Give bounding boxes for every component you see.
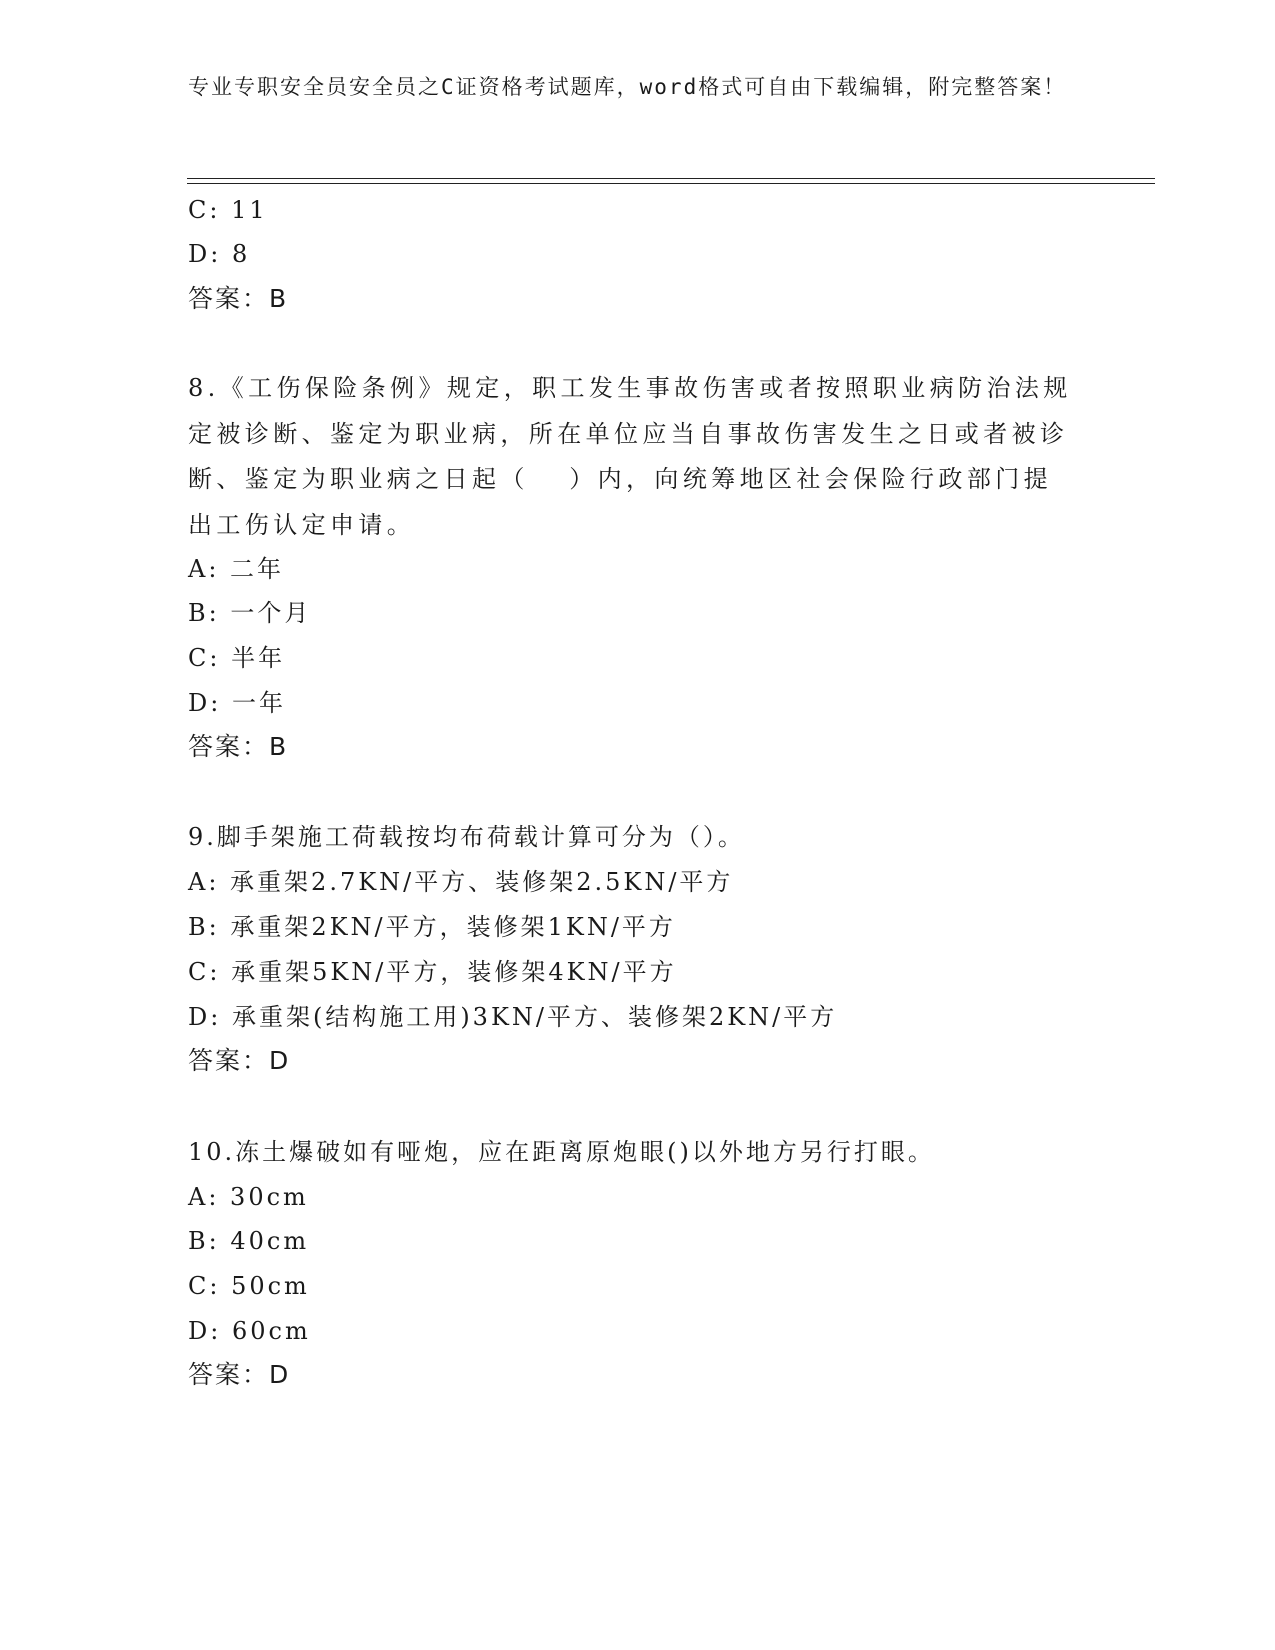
q10-option-c: C: 50cm: [188, 1272, 310, 1300]
header-divider-bottom: [187, 183, 1155, 184]
q8-option-d: D: 一年: [188, 689, 286, 717]
q9-answer: 答案：D: [188, 1046, 291, 1075]
q9-stem: 9.脚手架施工荷载按均布荷载计算可分为（）。: [188, 823, 745, 851]
q7-option-d: D: 8: [188, 240, 251, 268]
q10-option-b: B: 40cm: [188, 1227, 310, 1255]
q7-answer: 答案：B: [188, 284, 289, 313]
q8-option-a: A: 二年: [188, 555, 285, 583]
q9-option-b: B: 承重架2KN/平方，装修架1KN/平方: [188, 913, 676, 941]
q10-option-d: D: 60cm: [188, 1317, 311, 1345]
q8-option-c: C: 半年: [188, 644, 286, 672]
q10-stem: 10.冻土爆破如有哑炮，应在距离原炮眼()以外地方另行打眼。: [188, 1138, 935, 1166]
q8-answer: 答案：B: [188, 732, 289, 761]
header-divider-top: [187, 178, 1155, 179]
q8-option-b: B: 一个月: [188, 599, 312, 627]
q7-option-c: C: 11: [188, 196, 268, 224]
q8-stem: 8.《工伤保险条例》规定，职工发生事故伤害或者按照职业病防治法规定被诊断、鉴定为职业病，所在单位应当自事故伤害发生之日或者被诊断、鉴定为职业病之日起（ ）内，向统筹地区社会保险行政部门提出工伤认定申请。: [188, 374, 1072, 539]
document-header: 专业专职安全员安全员之C证资格考试题库，word格式可自由下载编辑，附完整答案！: [188, 75, 1067, 99]
q9-option-c: C: 承重架5KN/平方，装修架4KN/平方: [188, 958, 677, 986]
q10-answer: 答案：D: [188, 1360, 291, 1389]
q10-option-a: A: 30cm: [188, 1183, 309, 1211]
q9-option-a: A: 承重架2.7KN/平方、装修架2.5KN/平方: [188, 868, 734, 896]
q9-option-d: D: 承重架(结构施工用)3KN/平方、装修架2KN/平方: [188, 1003, 838, 1031]
